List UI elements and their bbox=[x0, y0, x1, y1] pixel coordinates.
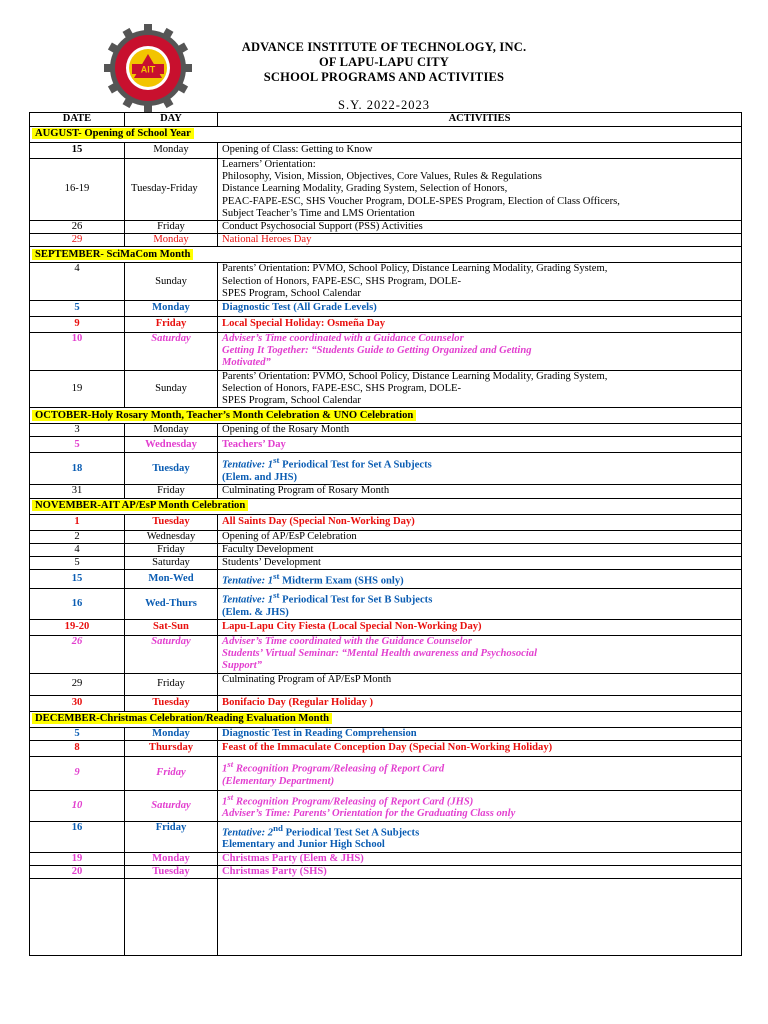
date-cell: 29 bbox=[30, 673, 125, 695]
institution-city: OF LAPU-LAPU CITY bbox=[318, 55, 450, 69]
day-cell: Sunday bbox=[125, 263, 218, 301]
activity-cell: Culminating Program of Rosary Month bbox=[218, 485, 742, 498]
date-cell: 9 bbox=[30, 756, 125, 790]
table-row bbox=[30, 437, 742, 453]
day-cell: Friday bbox=[125, 317, 218, 333]
activity-line: (Elementary Department) bbox=[222, 776, 335, 788]
activity-line: Selection of Honors, FAPE-ESC, SHS Program, DOLE- bbox=[222, 382, 462, 394]
table-header-row bbox=[30, 113, 742, 127]
column-header-day: DAY bbox=[125, 113, 218, 127]
day-cell: Mon-Wed bbox=[125, 570, 218, 589]
activity-cell bbox=[218, 635, 742, 673]
table-row bbox=[30, 740, 742, 756]
table-row bbox=[30, 485, 742, 498]
table-row bbox=[30, 333, 742, 371]
table-row bbox=[30, 790, 742, 821]
table-row bbox=[30, 543, 742, 556]
activity-cell: Faculty Development bbox=[218, 543, 742, 556]
activity-line: (Elem. & JHS) bbox=[222, 606, 289, 618]
activity-line: Parents’ Orientation: PVMO, School Policy, Distance Learning Modality, Grading System, bbox=[222, 370, 608, 382]
activity-cell: Lapu-Lapu City Fiesta (Local Special Non-Working Day) bbox=[218, 619, 742, 635]
column-header-date: DATE bbox=[30, 113, 125, 127]
date-cell: 1 bbox=[30, 514, 125, 530]
month-row-november bbox=[30, 498, 742, 514]
date-cell: 5 bbox=[30, 437, 125, 453]
date-cell: 15 bbox=[30, 143, 125, 159]
activity-cell: Tentative: 1st Periodical Test for Set A Subjects (Elem. and JHS) bbox=[218, 453, 742, 485]
day-cell: Monday bbox=[125, 301, 218, 317]
date-cell: 3 bbox=[30, 424, 125, 437]
activity-cell: All Saints Day (Special Non-Working Day) bbox=[218, 514, 742, 530]
table-row bbox=[30, 159, 742, 221]
column-header-activities: ACTIVITIES bbox=[218, 113, 742, 127]
month-title: SEPTEMBER- SciMaCom Month bbox=[32, 249, 193, 260]
activity-line: Distance Learning Modality, Grading System, Selection of Honors, bbox=[222, 183, 508, 195]
activity-cell: Christmas Party (Elem & JHS) bbox=[218, 852, 742, 865]
day-cell: Monday bbox=[125, 234, 218, 247]
month-title: DECEMBER-Christmas Celebration/Reading Evaluation Month bbox=[32, 713, 332, 724]
table-row bbox=[30, 619, 742, 635]
activity-line: PEAC-FAPE-ESC, SHS Voucher Program, DOLE-SPES Program, Election of Class Officers, bbox=[222, 195, 620, 207]
activity-cell: Christmas Party (SHS) bbox=[218, 865, 742, 878]
table-row bbox=[30, 570, 742, 589]
date-cell: 4 bbox=[30, 543, 125, 556]
date-cell: 9 bbox=[30, 317, 125, 333]
activity-cell: Opening of the Rosary Month bbox=[218, 424, 742, 437]
date-cell: 10 bbox=[30, 333, 125, 371]
day-cell: Tuesday bbox=[125, 865, 218, 878]
day-cell: Saturday bbox=[125, 333, 218, 371]
date-cell: 2 bbox=[30, 530, 125, 543]
day-cell: Friday bbox=[125, 485, 218, 498]
school-year: S.Y. 2022-2023 bbox=[338, 98, 430, 112]
month-title: AUGUST- Opening of School Year bbox=[32, 128, 194, 139]
activity-line: Getting It Together: “Students Guide to Getting Organized and Getting bbox=[222, 345, 532, 357]
activity-cell: Opening of AP/EsP Celebration bbox=[218, 530, 742, 543]
date-cell: 18 bbox=[30, 453, 125, 485]
activity-line: Learners’ Orientation: bbox=[222, 159, 316, 170]
document-title: SCHOOL PROGRAMS AND ACTIVITIES bbox=[263, 70, 505, 84]
date-cell: 5 bbox=[30, 557, 125, 570]
month-row-october bbox=[30, 408, 742, 424]
activity-cell: Conduct Psychosocial Support (PSS) Activities bbox=[218, 221, 742, 234]
day-cell: Tuesday bbox=[125, 453, 218, 485]
date-cell: 19 bbox=[30, 852, 125, 865]
day-cell: Wednesday bbox=[125, 530, 218, 543]
date-cell: 16-19 bbox=[30, 159, 125, 221]
empty-row bbox=[30, 879, 742, 956]
activity-line: Philosophy, Vision, Mission, Objectives, Core Values, Rules & Regulations bbox=[222, 171, 542, 183]
date-cell: 5 bbox=[30, 727, 125, 740]
activity-line: Selection of Honors, FAPE-ESC, SHS Program, DOLE- bbox=[222, 275, 462, 287]
day-cell: Friday bbox=[125, 673, 218, 695]
table-row bbox=[30, 589, 742, 620]
activity-cell bbox=[218, 159, 742, 221]
empty-cell bbox=[30, 879, 125, 956]
date-cell: 15 bbox=[30, 570, 125, 589]
day-cell: Friday bbox=[125, 221, 218, 234]
activity-cell: 1st Recognition Program/Releasing of Report Card (Elementary Department) bbox=[218, 756, 742, 790]
day-cell: Monday bbox=[125, 727, 218, 740]
day-cell: Friday bbox=[125, 543, 218, 556]
day-cell: Tuesday-Friday bbox=[125, 159, 218, 221]
month-row-september bbox=[30, 247, 742, 263]
activity-line: Motivated” bbox=[222, 357, 271, 369]
school-logo bbox=[104, 24, 192, 112]
activity-cell: 1st Recognition Program/Releasing of Report Card (JHS) Adviser’s Time: Parents’ Orientation for the Graduating Class only bbox=[218, 790, 742, 821]
table-row bbox=[30, 530, 742, 543]
table-row bbox=[30, 865, 742, 878]
table-row bbox=[30, 234, 742, 247]
table-row bbox=[30, 821, 742, 852]
table-row bbox=[30, 424, 742, 437]
activity-cell: Tentative: 1st Periodical Test for Set B Subjects (Elem. & JHS) bbox=[218, 589, 742, 620]
activity-cell: Diagnostic Test in Reading Comprehension bbox=[218, 727, 742, 740]
date-cell: 10 bbox=[30, 790, 125, 821]
table-row bbox=[30, 453, 742, 485]
activity-cell: Tentative: 2nd Periodical Test Set A Subjects Elementary and Junior High School bbox=[218, 821, 742, 852]
activity-cell bbox=[218, 370, 742, 408]
date-cell: 19-20 bbox=[30, 619, 125, 635]
activity-cell: Students’ Development bbox=[218, 557, 742, 570]
activity-cell: Opening of Class: Getting to Know bbox=[218, 143, 742, 159]
activity-cell: Bonifacio Day (Regular Holiday ) bbox=[218, 695, 742, 711]
day-cell: Monday bbox=[125, 852, 218, 865]
table-row bbox=[30, 263, 742, 301]
table-row bbox=[30, 143, 742, 159]
date-cell: 20 bbox=[30, 865, 125, 878]
day-cell: Sunday bbox=[125, 370, 218, 408]
month-title: OCTOBER-Holy Rosary Month, Teacher’s Month Celebration & UNO Celebration bbox=[32, 410, 416, 421]
day-cell: Wed-Thurs bbox=[125, 589, 218, 620]
table-row bbox=[30, 317, 742, 333]
date-cell: 26 bbox=[30, 221, 125, 234]
day-cell: Sat-Sun bbox=[125, 619, 218, 635]
activity-line: Adviser’s Time coordinated with the Guidance Counselor bbox=[222, 635, 472, 647]
date-cell: 30 bbox=[30, 695, 125, 711]
day-cell: Saturday bbox=[125, 635, 218, 673]
institution-name: ADVANCE INSTITUTE OF TECHNOLOGY, INC. bbox=[241, 40, 527, 54]
date-cell: 5 bbox=[30, 301, 125, 317]
activity-line: Support” bbox=[222, 660, 263, 672]
month-title: NOVEMBER-AIT AP/EsP Month Celebration bbox=[32, 500, 248, 511]
activity-cell: Feast of the Immaculate Conception Day (Special Non-Working Holiday) bbox=[218, 740, 742, 756]
day-cell: Tuesday bbox=[125, 695, 218, 711]
day-cell: Saturday bbox=[125, 790, 218, 821]
activity-line: Students’ Virtual Seminar: “Mental Health awareness and Psychosocial bbox=[222, 648, 538, 660]
day-cell: Monday bbox=[125, 424, 218, 437]
activity-line: Adviser’s Time: Parents’ Orientation for the Graduating Class only bbox=[222, 808, 516, 820]
day-cell: Wednesday bbox=[125, 437, 218, 453]
table-row bbox=[30, 695, 742, 711]
activity-line: (Elem. and JHS) bbox=[222, 471, 298, 483]
activity-cell: Culminating Program of AP/EsP Month bbox=[218, 673, 742, 695]
activity-cell: Diagnostic Test (All Grade Levels) bbox=[218, 301, 742, 317]
month-row-august bbox=[30, 127, 742, 143]
date-cell: 16 bbox=[30, 589, 125, 620]
table-row bbox=[30, 727, 742, 740]
activity-cell bbox=[218, 333, 742, 371]
table-row bbox=[30, 370, 742, 408]
empty-cell bbox=[218, 879, 742, 956]
date-cell: 26 bbox=[30, 635, 125, 673]
date-cell: 4 bbox=[30, 263, 125, 301]
activity-cell: National Heroes Day bbox=[218, 234, 742, 247]
date-cell: 16 bbox=[30, 821, 125, 852]
day-cell: Friday bbox=[125, 821, 218, 852]
logo-text: AIT bbox=[140, 64, 156, 75]
activity-cell: Teachers’ Day bbox=[218, 437, 742, 453]
activity-line: Elementary and Junior High School bbox=[222, 839, 385, 851]
date-cell: 29 bbox=[30, 234, 125, 247]
activity-cell bbox=[218, 263, 742, 301]
date-cell: 31 bbox=[30, 485, 125, 498]
activity-line: Parents’ Orientation: PVMO, School Policy, Distance Learning Modality, Grading System, bbox=[222, 263, 608, 275]
activity-cell: Tentative: 1st Midterm Exam (SHS only) bbox=[218, 570, 742, 589]
table-row bbox=[30, 756, 742, 790]
activity-line: Subject Teacher’s Time and LMS Orientation bbox=[222, 207, 415, 219]
table-row bbox=[30, 301, 742, 317]
day-cell: Friday bbox=[125, 756, 218, 790]
day-cell: Thursday bbox=[125, 740, 218, 756]
empty-cell bbox=[125, 879, 218, 956]
table-row bbox=[30, 852, 742, 865]
date-cell: 19 bbox=[30, 370, 125, 408]
table-row bbox=[30, 635, 742, 673]
activity-line: Adviser’s Time coordinated with a Guidance Counselor bbox=[222, 333, 464, 345]
table-row bbox=[30, 514, 742, 530]
date-cell: 8 bbox=[30, 740, 125, 756]
table-row bbox=[30, 673, 742, 695]
activities-table bbox=[29, 112, 742, 956]
month-row-december bbox=[30, 711, 742, 727]
table-row bbox=[30, 221, 742, 234]
activity-line: SPES Program, School Calendar bbox=[222, 287, 361, 299]
day-cell: Monday bbox=[125, 143, 218, 159]
table-row bbox=[30, 557, 742, 570]
day-cell: Tuesday bbox=[125, 514, 218, 530]
activity-cell: Local Special Holiday: Osmeña Day bbox=[218, 317, 742, 333]
day-cell: Saturday bbox=[125, 557, 218, 570]
activity-line: SPES Program, School Calendar bbox=[222, 395, 361, 407]
